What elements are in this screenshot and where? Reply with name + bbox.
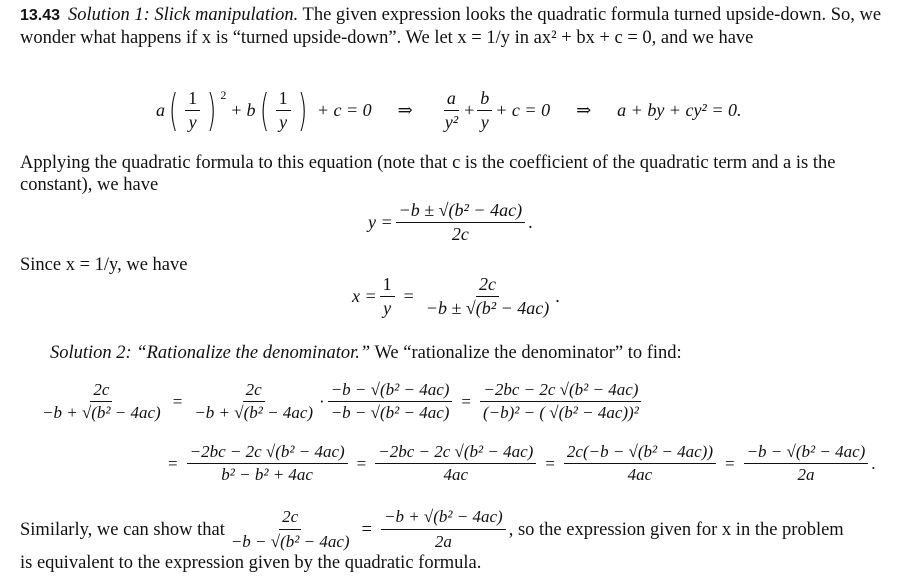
eq1-frac-1: $\frac{1}{y}$ [185,88,200,133]
final-line: Similarly, we can show that $\frac{2c}{\text{−b − √(b² − 4ac)}}$ = $\frac{\text{−b + √(b² − 4ac)}}{2a}$ , so the expression given for x in the problem [20,507,844,551]
eq5-term-3: $\frac{\text{2c(−b − √(b² − 4ac))}}{4ac}$ [564,442,716,485]
equation-rationalize-2: = $\frac{\text{−2bc − 2c √(b² − 4ac)}}{\text{b² − b² + 4ac}}$ = $\frac{\text{−2bc − 2c √(b² − 4ac)}}{4ac}$ = $\frac{\text{2c(−b − √(b² − 4ac))}}{4ac}$ = $\frac{\text{−b − √(b² − 4ac)}}{2a}$ . [168,442,876,484]
eq5-term-2: $\frac{\text{−2bc − 2c √(b² − 4ac)}}{4ac}$ [375,442,536,485]
eq4-term-1: $\frac{2c}{\text{−b + √(b² − 4ac)}}$ [42,380,161,422]
solution-2-title: Solution 2: “Rationalize the denominator.” [50,343,371,363]
solution-1-paragraph [20,4,892,49]
equation-rationalize-1: $\frac{2c}{\text{−b + √(b² − 4ac)}}$ = $\frac{2c}{\text{−b + √(b² − 4ac)}}$ · $\frac{\text{−b − √(b² − 4ac)}}{\text{−b − √(b² − 4ac)}}$ = $\frac{\text{−2bc − 2c √(b² − 4ac)}}{\text{(−b)² − ( √(b² − 4ac))²}}$ [36,380,645,423]
eq4-term-4: $\frac{\text{−2bc − 2c √(b² − 4ac)}}{\text{(−b)² − ( √(b² − 4ac))²}}$ [480,380,642,423]
final-last-line: is equivalent to the expression given by the quadratic formula. [20,553,482,573]
eq1-b: b [246,100,256,120]
eq3-frac-2: $\frac{2c}{\text{−b ± √(b² − 4ac)}}$ [425,274,550,318]
solution-1-text: The given expression looks the quadratic formula turned upside-down. So, we wonder what happens if x is “turned upside-down”. We let x = 1/y in ax² + bx + c = 0, and we have [20,5,882,48]
equation-substitution: a ( $\frac{1}{y}$ ) $^2$ + b ( $\frac{1}{y}$ ) + c = 0 ⇒ $\frac{a}{\text{y²}}$ + $\frac{b}{y}$ + c = 0 ⇒ a + by + cy² = 0. [156,84,742,136]
since-paragraph: Since x = 1/y, we have [20,255,188,275]
eq5-term-1: $\frac{\text{−2bc − 2c √(b² − 4ac)}}{\text{b² − b² + 4ac}}$ [187,442,348,485]
eq5-term-4: $\frac{\text{−b − √(b² − 4ac)}}{2a}$ [744,442,869,485]
solution-2-text: We “rationalize the denominator” to find: [374,343,682,363]
eq1-frac-2: $\frac{1}{y}$ [276,88,291,133]
final-frac-2: $\frac{\text{−b + √(b² − 4ac)}}{2a}$ [381,506,506,553]
eq4-term-2: $\frac{2c}{\text{−b + √(b² − 4ac)}}$ [194,380,314,422]
eq4-term-3: $\frac{\text{−b − √(b² − 4ac)}}{\text{−b − √(b² − 4ac)}}$ [328,380,453,423]
final-post: , so the expression given for x in the problem [508,519,844,540]
final-frac-1: $\frac{2c}{\text{−b − √(b² − 4ac)}}$ [230,507,350,551]
eq1-a: a [156,100,165,120]
solution-1-title: Solution 1: Slick manipulation. [68,5,299,25]
implies-arrow-1: ⇒ [397,100,413,120]
eq3-frac-1: $\frac{1}{y}$ [380,274,395,319]
implies-arrow-2: ⇒ [576,100,592,120]
eq1-result: a + by + cy² = 0. [617,100,742,120]
eq1-frac-3: $\frac{a}{\text{y²}}$ [444,88,459,132]
eq1-plus-c: + c = 0 [316,100,372,120]
equation-y: y = $\frac{\text{−b ± √(b² − 4ac)}}{2c}$ . [368,200,533,244]
final-pre: Similarly, we can show that [20,519,225,540]
equation-x: x = $\frac{1}{y}$ = $\frac{2c}{\text{−b ± √(b² − 4ac)}}$ . [352,274,560,318]
solution-2-line [50,342,890,364]
problem-number: 13.43 [20,7,61,24]
eq2-fraction: $\frac{\text{−b ± √(b² − 4ac)}}{2c}$ [396,200,525,245]
applying-paragraph: Applying the quadratic formula to this equation (note that c is the coefficient of the quadratic term and a is the constant), we have [20,153,836,195]
eq1-frac-4: $\frac{b}{y}$ [477,88,492,133]
